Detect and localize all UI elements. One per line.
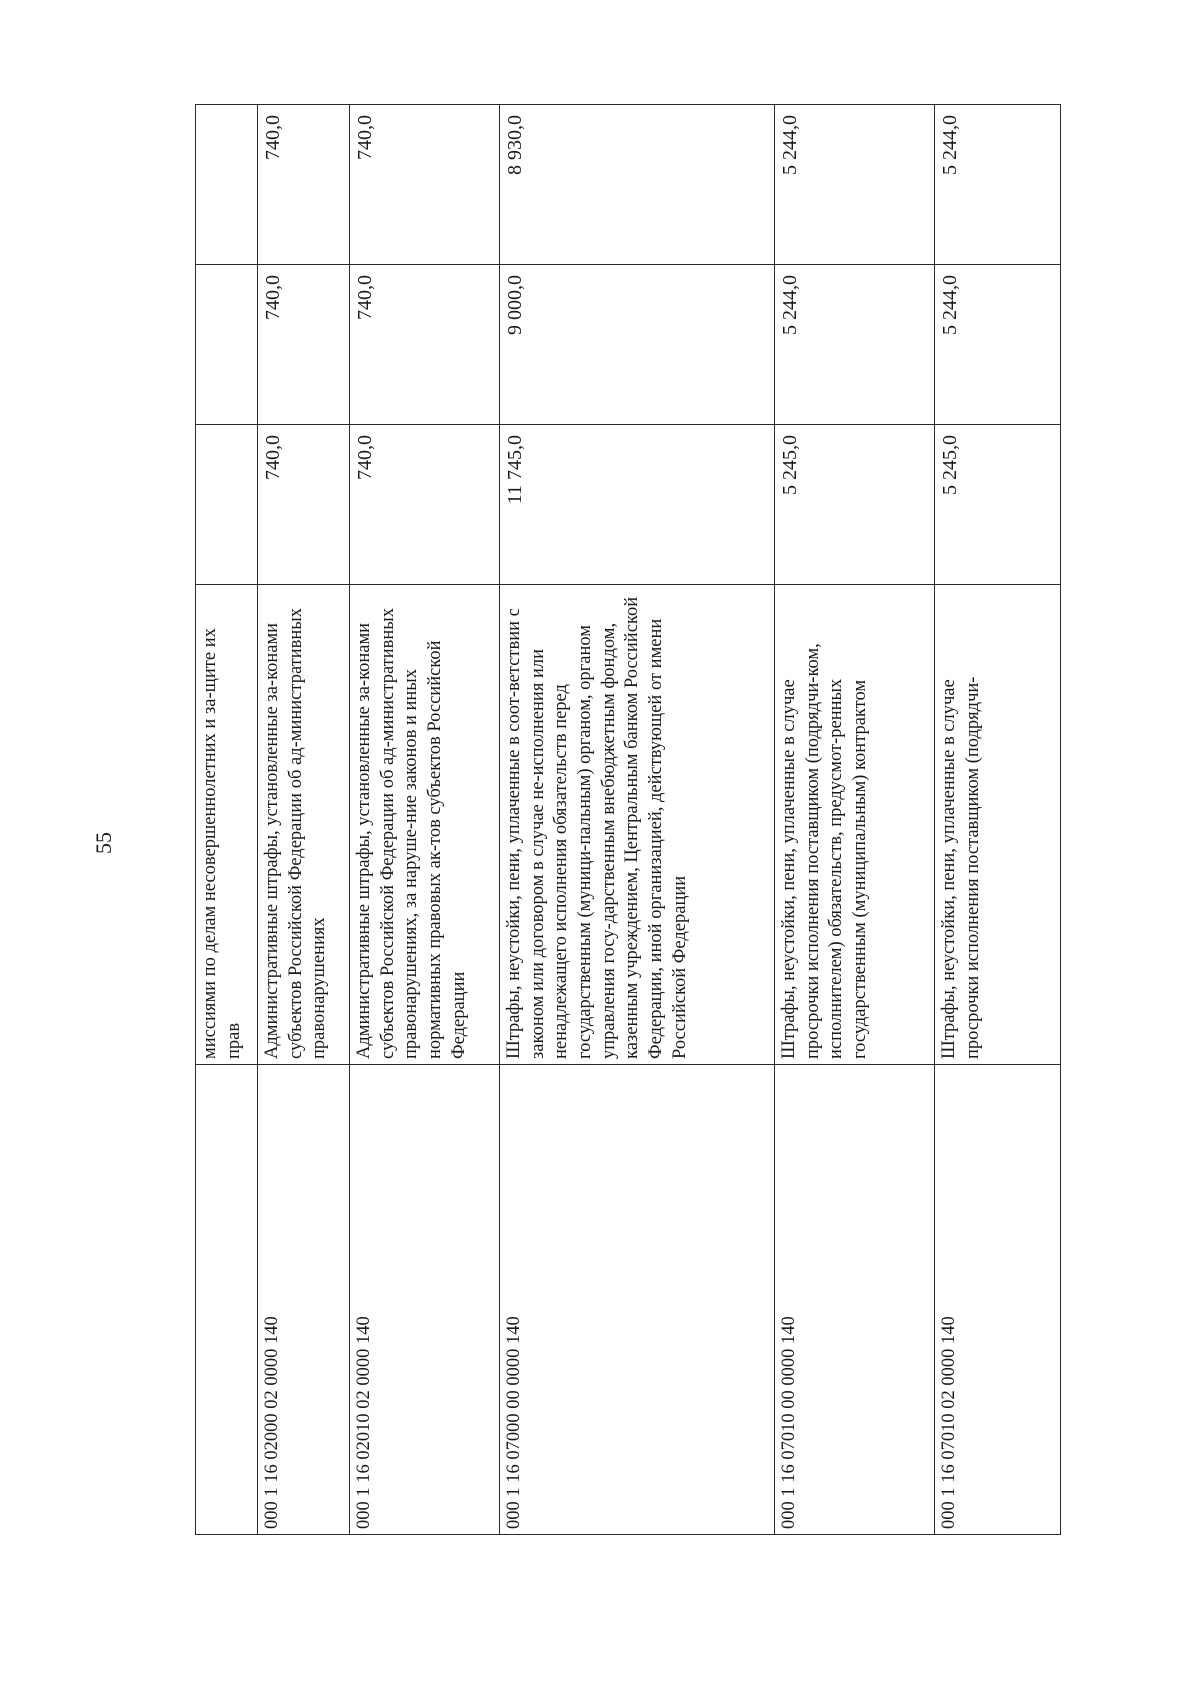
amount-cell-1: 5 245,0 — [935, 425, 1061, 585]
amount-cell-1: 740,0 — [258, 425, 350, 585]
amount-cell-2: 5 244,0 — [775, 265, 935, 425]
amount-cell-1: 740,0 — [350, 425, 500, 585]
amount-cell-2 — [196, 265, 258, 425]
amount-cell-1: 5 245,0 — [775, 425, 935, 585]
budget-code-cell: 000 1 16 02010 02 0000 140 — [350, 1065, 500, 1535]
amount-cell-2: 9 000,0 — [500, 265, 775, 425]
rotated-table-frame — [195, 105, 1060, 1535]
table-row — [500, 105, 775, 1535]
budget-code-cell: 000 1 16 07000 00 0000 140 — [500, 1065, 775, 1535]
amount-cell-1 — [196, 425, 258, 585]
amount-cell-3: 5 244,0 — [935, 105, 1061, 265]
revenue-name-cell: Административные штрафы, установленные за-конами субъектов Российской Федерации об ад-министративных правонарушениях, за наруше-ние законов и иных нормативных правовых ак-тов субъектов Российской Федерации — [350, 585, 500, 1065]
revenue-name-cell: миссиями по делам несовершеннолетних и за-щите их прав — [196, 585, 258, 1065]
amount-cell-2: 740,0 — [350, 265, 500, 425]
revenue-name-cell: Штрафы, неустойки, пени, уплаченные в соот-ветствии с законом или договором в случае не-исполнения или ненадлежащего исполнения обязательств перед государственным (муници-пальным) органом, органом управления госу-дарственным внебюджетным фондом, казенным учреждением, Центральным банком Российской Федерации, иной организацией, действующей от имени Российской Федерации — [500, 585, 775, 1065]
table-row — [775, 105, 935, 1535]
budget-code-cell — [196, 1065, 258, 1535]
revenue-name-cell: Штрафы, неустойки, пени, уплаченные в случае просрочки исполнения поставщиком (подрядчи- — [935, 585, 1061, 1065]
amount-cell-3: 5 244,0 — [775, 105, 935, 265]
budget-code-cell: 000 1 16 07010 02 0000 140 — [935, 1065, 1061, 1535]
table-row — [258, 105, 350, 1535]
amount-cell-1: 11 745,0 — [500, 425, 775, 585]
amount-cell-2: 5 244,0 — [935, 265, 1061, 425]
amount-cell-2: 740,0 — [258, 265, 350, 425]
page-number: 55 — [91, 832, 116, 854]
amount-cell-3: 740,0 — [350, 105, 500, 265]
budget-code-cell: 000 1 16 07010 00 0000 140 — [775, 1065, 935, 1535]
table-row — [935, 105, 1061, 1535]
amount-cell-3 — [196, 105, 258, 265]
revenue-name-cell: Административные штрафы, установленные за-конами субъектов Российской Федерации об ад-министративных правонарушениях — [258, 585, 350, 1065]
revenue-table — [195, 104, 1061, 1535]
budget-code-cell: 000 1 16 02000 02 0000 140 — [258, 1065, 350, 1535]
amount-cell-3: 740,0 — [258, 105, 350, 265]
table-row — [350, 105, 500, 1535]
table-row — [196, 105, 258, 1535]
revenue-name-cell: Штрафы, неустойки, пени, уплаченные в случае просрочки исполнения поставщиком (подрядчи-ком, исполнителем) обязательств, предусмот-ренных государственным (муниципальным) контрактом — [775, 585, 935, 1065]
amount-cell-3: 8 930,0 — [500, 105, 775, 265]
